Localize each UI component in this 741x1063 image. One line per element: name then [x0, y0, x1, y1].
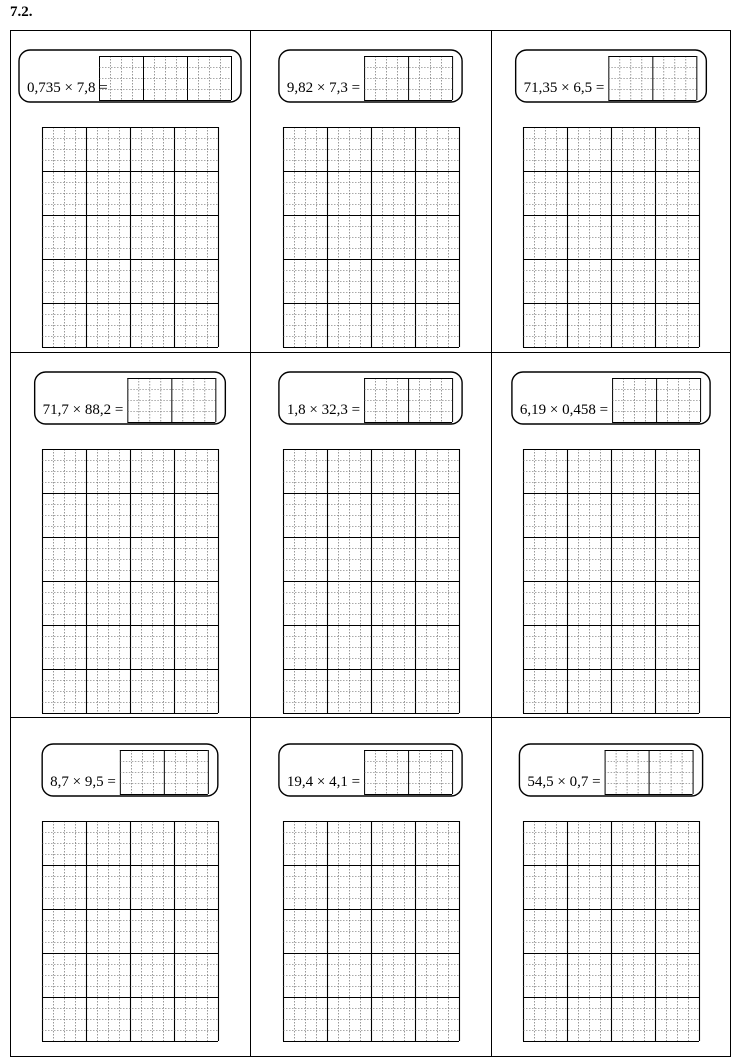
expression-label: 19,4 × 4,1 =	[286, 774, 361, 790]
expression-label: 6,19 × 0,458 =	[519, 402, 609, 418]
exercise-cell	[42, 744, 219, 1042]
work-grid[interactable]	[42, 821, 219, 1042]
work-grid[interactable]	[523, 127, 700, 348]
work-grid[interactable]	[523, 449, 700, 714]
expression-label: 0,735 × 7,8 =	[27, 80, 108, 96]
exercise-number: 7.2.	[10, 4, 33, 20]
exercise-cell	[279, 50, 462, 348]
work-grid[interactable]	[283, 821, 460, 1042]
exercise-cell	[516, 50, 707, 348]
expression-label: 71,35 × 6,5 =	[523, 80, 605, 96]
exercise-cell	[512, 372, 710, 714]
worksheet-table	[10, 30, 731, 1057]
answer-box[interactable]	[364, 378, 453, 423]
work-grid[interactable]	[523, 821, 700, 1042]
work-grid[interactable]	[42, 127, 219, 348]
exercise-cell	[35, 372, 226, 714]
expression-label: 1,8 × 32,3 =	[286, 402, 361, 418]
answer-box[interactable]	[612, 378, 701, 423]
expression-label: 71,7 × 88,2 =	[42, 402, 124, 418]
expression-label: 54,5 × 0,7 =	[527, 774, 601, 790]
answer-box[interactable]	[127, 378, 216, 423]
answer-box[interactable]	[120, 750, 209, 795]
work-grid[interactable]	[283, 127, 460, 348]
answer-box[interactable]	[99, 56, 232, 101]
exercise-cell	[279, 372, 462, 714]
expression-label: 8,7 × 9,5 =	[50, 774, 116, 790]
expression-label: 9,82 × 7,3 =	[286, 80, 361, 96]
exercise-cell	[279, 744, 462, 1042]
answer-box[interactable]	[605, 750, 694, 795]
answer-box[interactable]	[364, 56, 453, 101]
work-grid[interactable]	[42, 449, 219, 714]
answer-box[interactable]	[608, 56, 697, 101]
answer-box[interactable]	[364, 750, 453, 795]
exercise-cell	[519, 744, 702, 1042]
work-grid[interactable]	[283, 449, 460, 714]
exercise-cell	[19, 50, 241, 348]
